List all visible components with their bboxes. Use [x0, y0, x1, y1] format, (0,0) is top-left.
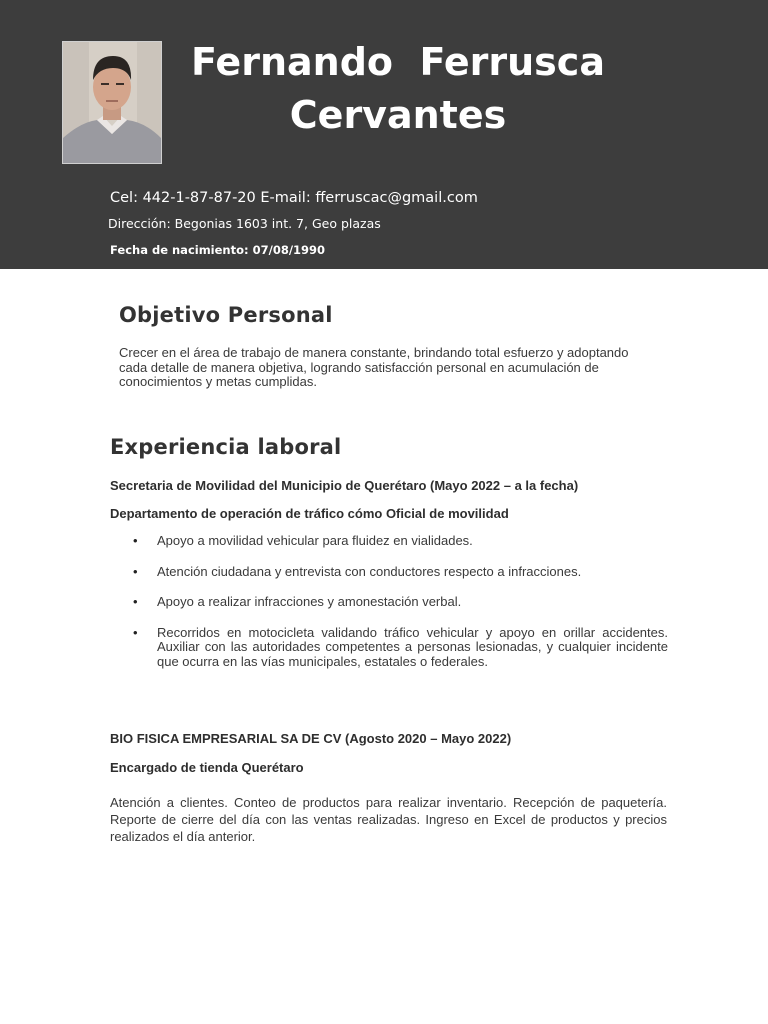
objective-heading: Objetivo Personal: [119, 303, 333, 327]
birthdate-line: Fecha de nacimiento: 07/08/1990: [110, 243, 326, 257]
contact-line: Cel: 442-1-87-87-20 E-mail: fferruscac@gmail.com: [110, 190, 478, 206]
duty-text: Recorridos en motocicleta validando tráfico vehicular y apoyo en orillar accidentes. Auxiliar con las autoridades competentes a personas lesionadas, y cualquier incidente que ocurra en las vías municipales, estatales o federales.: [157, 624, 668, 669]
list-item: [110, 565, 668, 580]
job-1-duties: [110, 534, 668, 685]
name-line-2: Cervantes: [289, 93, 507, 137]
bullet-icon: •: [133, 533, 138, 548]
profile-photo: [62, 41, 162, 164]
list-item: [110, 534, 668, 549]
list-item: [110, 595, 668, 610]
duty-text: Apoyo a realizar infracciones y amonestación verbal.: [157, 594, 462, 609]
full-name: [160, 36, 636, 142]
experience-heading: Experiencia laboral: [110, 435, 342, 459]
bullet-icon: •: [133, 594, 138, 609]
job-2-description: Atención a clientes. Conteo de productos para realizar inventario. Recepción de paquetería. Reporte de cierre del día con las ventas realizadas. Ingreso en Excel de productos y precios realizados el día anterior.: [110, 795, 667, 844]
job-1-role: Departamento de operación de tráfico cómo Oficial de movilidad: [110, 506, 509, 521]
bullet-icon: •: [133, 563, 138, 579]
duty-text: Atención ciudadana y entrevista con conductores respecto a infracciones.: [157, 563, 582, 579]
name-line-1: Fernando Ferrusca: [191, 40, 605, 84]
bullet-icon: •: [133, 624, 138, 640]
list-item: [110, 626, 668, 670]
header-banner: [0, 0, 768, 269]
job-2-company: BIO FISICA EMPRESARIAL SA DE CV (Agosto 2020 – Mayo 2022): [110, 731, 512, 746]
objective-text: Crecer en el área de trabajo de manera constante, brindando total esfuerzo y adoptando cada detalle de manera objetiva, logrando satisfacción personal en acumulación de conocimientos y metas cumplidas.: [119, 345, 629, 389]
address-line: Dirección: Begonias 1603 int. 7, Geo plazas: [108, 216, 381, 231]
job-1-company: Secretaria de Movilidad del Municipio de Querétaro (Mayo 2022 – a la fecha): [110, 478, 579, 493]
job-2-role: Encargado de tienda Querétaro: [110, 760, 304, 775]
duty-text: Apoyo a movilidad vehicular para fluidez en vialidades.: [157, 533, 473, 548]
